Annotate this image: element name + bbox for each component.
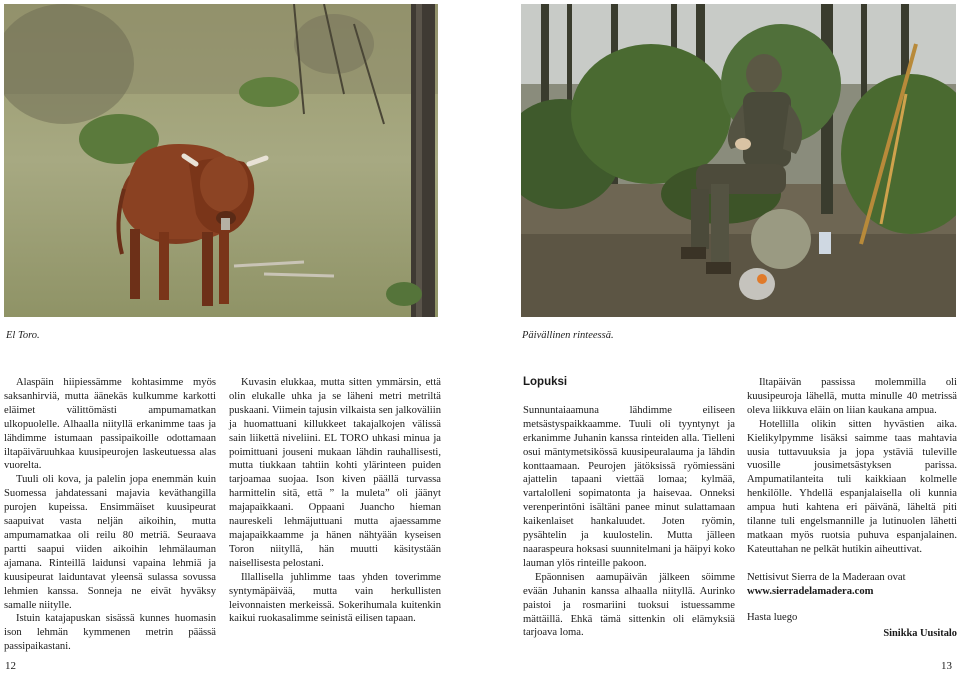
right-column-2 — [747, 376, 957, 640]
right-column-1 — [523, 376, 735, 640]
right-photo-caption: Päivällinen rinteessä. — [522, 330, 614, 341]
paragraph: Hotellilla olikin sitten hyvästien aika. Kielikylpymme lisäksi saimme taas mahtavia uusia tuttavuuksia ja jopa ystäviä tuleville vuosille jousimetsästyksen parissa. Ampumatilanteita tuli kaikkiaan kolmelle henkilölle. Yhdellä espanjalaisella oli kunnia ampua huti kahtena eri päivänä, läheltä piti tilanne tuli engelsmannille ja lutinuolen lähetti matkaan myös ruotsia puhuva espanjalainen. Kateuttahan ne pelkät hutikin aiheuttivat. — [747, 418, 957, 555]
paragraph: Alaspäin hiipiessämme kohtasimme myös saksanhirviä, mutta äänekäs kulkumme karkotti eläimet välittömästi ampumamatkan ulkopuolelle. Alhaalla niityllä erkanimme taas ja lähdimme istumaan passipaikoille odottamaan iltapäiväruuhkaa kuusipeurojen laskeutuessa alas vuorelta. — [4, 377, 216, 472]
bull-photo — [4, 4, 438, 317]
author-signature: Sinikka Uusitalo — [883, 627, 957, 639]
left-column-2 — [229, 376, 441, 626]
left-column-1 — [4, 376, 216, 654]
paragraph: Epäonnisen aamupäivän jälkeen söimme evään Juhanin kanssa alhaalla niityllä. Aurinko paistoi ja rosmariini tuoksui istuessamme mättäillä. Ehkä tämä sittenkin oli elämyksiä tarjoava loma. — [523, 571, 735, 639]
paragraph: Sunnuntaiaamuna lähdimme eiliseen metsästyspaikkaamme. Tuuli oli tyyntynyt ja erkanimme Juhanin kanssa rinteiden alla. Tielleni osui mäntymetsikössä kuusipeuralauma ja lähdin konttaamaan. Peurojen jätöksissä ryömiessäni ajattelin tapaani viettää lomaa; kylmää, vartalolleni sopimatonta ja haisevaa. Onneksi verenperintöni isältäni panee minut sulattamaan kaikenlaiset hankaluudet. Joten ryömin, pysähtelin ja kuulostelin. Mutta jälleen naaraspeura hoksasi suunnitelmani ja häipyi koko lauman ylös rinteille pakoon. — [523, 404, 735, 569]
page-number-right: 13 — [941, 660, 952, 672]
paragraph: Illallisella juhlimme taas yhden toverimme syntymäpäivää, mutta vain herkullisten leivonnaisten merkeissä. Sokerihumala kuitenkin kaikui ruokasalimme seinistä eilisen tapaan. — [229, 571, 441, 625]
paragraph: Kuvasin elukkaa, mutta sitten ymmärsin, että olin elukalle uhka ja se läheni metri metriltä puskaani. Viimein tajusin vilkaista sen jalkoväliin ja huomattuani killukkeet takajalkojen välissä sain liikettä niveliini. EL TORO uhkasi minua ja poimittuani jouseni mukaan lähdin rauhallisesti, mutta tiukkaan tahtiin kohti ylärinteen puiden tarjoamaa suojaa. Ison kiven päällä turvassa harmittelin sitä, että ” la muleta” oli jäänyt majapaikkaani. Oppaani Juancho hieman naureskeli lehmäjuttuani mutta ajaessamme majapaikkaamme ja hänen nähtyään kyseisen Toron niityllä, hän muutti käsitystään naisellisesta pelostani. — [229, 377, 441, 569]
page-number-left: 12 — [5, 660, 16, 672]
left-photo-caption: El Toro. — [6, 330, 40, 341]
hunter-photo — [521, 4, 956, 317]
section-heading: Lopuksi — [523, 376, 568, 388]
website-url[interactable]: www.sierradelamadera.com — [747, 585, 874, 597]
closing-text: Hasta luego — [747, 611, 798, 623]
website-label: Nettisivut Sierra de la Maderaan ovat — [747, 571, 906, 583]
paragraph: Istuin katajapuskan sisässä kunnes huomasin ison lehmän kymmenen metrin päässä passipaikastani. — [4, 613, 216, 653]
paragraph: Tuuli oli kova, ja palelin jopa enemmän kuin Suomessa jahdatessani majavia keväthangilla purojen kupeissa. Ensimmäiset kuusipeurat saapuivat vasta neljän aikoihin, mutta ampumamatkaa oli reilu 80 metriä. Seuraava partti saapui viiden aikoihin lehmälauman ajamana. Rinteillä laidunsi vapaina lehmiä ja kuusipeurat laiduntavat yleensä sulassa sovussa lehmien kanssa. Sonneja ne eivät hyväksy samalle niitylle. — [4, 474, 216, 611]
paragraph: Iltapäivän passissa molemmilla oli kuusipeuroja lähellä, mutta minulle 40 metrissä oleva liikkuva eläin on liian kaukana ampua. — [747, 377, 957, 416]
